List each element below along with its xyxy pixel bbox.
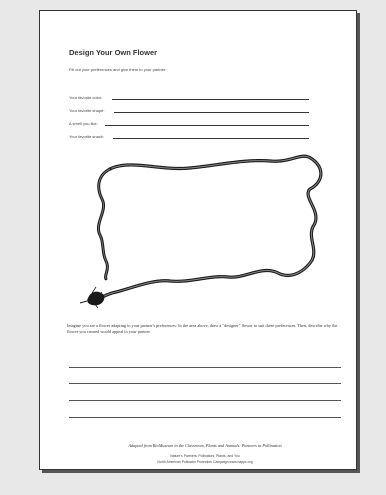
worksheet-page [39,10,357,470]
credit-line: North American Pollinator Protection Campaign www.nappc.org [157,460,253,464]
credit-line: Nature's Partners: Pollinators, Plants, and You [170,454,240,458]
writing-line[interactable] [69,367,341,368]
worksheet-title: Design Your Own Flower [69,48,158,57]
drawing-area[interactable] [40,11,358,471]
field-label: A smell you like: [69,121,98,126]
leaf-icon [87,292,104,306]
writing-line[interactable] [69,400,341,401]
writing-line[interactable] [69,383,341,384]
field-label: Your favorite color: [69,95,103,100]
instructions-text: Fill out your preferences and give them to your partner: [69,67,167,72]
writing-line[interactable] [69,417,341,418]
prompt-paragraph: Imagine you are a flower adapting to your partner's preferences. In the area above, draw a "designer" flower to suit these preferences. Then, describe why the flower you created would appeal to your partner. [67,323,338,335]
field-label: Your favorite snack: [69,134,104,139]
adapted-from-note: Adapted from BioMuseum in the Classroom, Plants and Animals: Partners in Pollination [128,443,282,448]
field-label: Your favorite shape: [69,108,105,113]
